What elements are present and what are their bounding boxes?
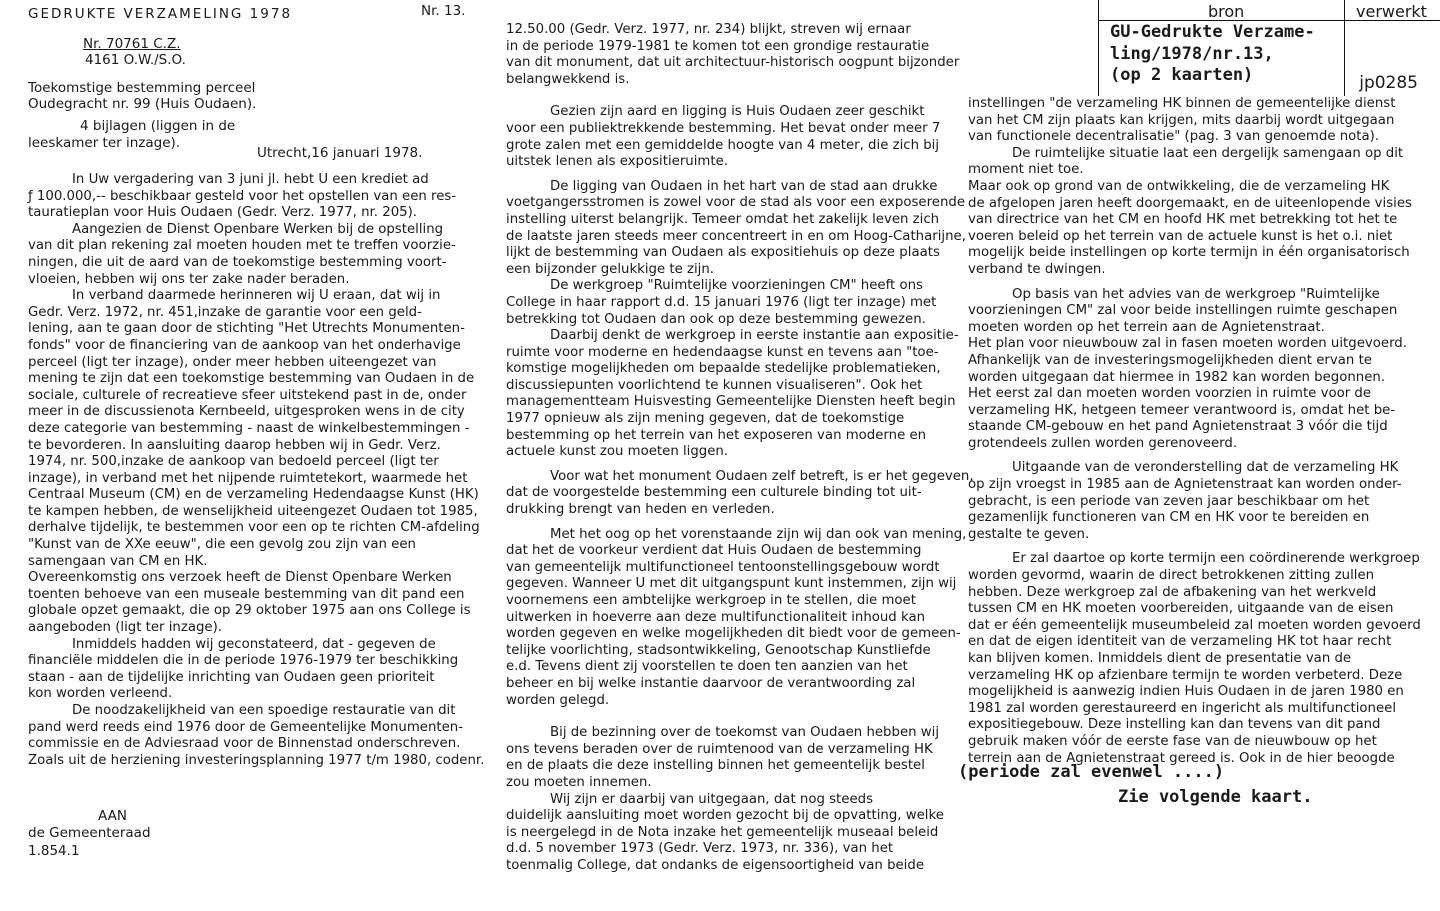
text-line: Met het oog op het vorenstaande zijn wij dan ook van mening, [550, 526, 967, 542]
text-line: van functionele decentralisatie" (pag. 3 van genoemde nota). [968, 129, 1380, 145]
text-line: zou moeten innemen. [506, 774, 652, 790]
text-line: ningen, die uit de aard van de toekomstige bestemming voort- [28, 254, 447, 270]
text-line: moeten worden op het terrein aan de Agnietenstraat. [968, 319, 1325, 335]
text-line: gebracht, is een periode van zeven jaar beschikbaar om het [968, 493, 1370, 509]
text-line: van dit monument, dat uit architectuur-historisch oogpunt bijzonder [506, 55, 960, 71]
text-line: Het plan voor nieuwbouw zal in fasen moeten worden uitgevoerd. [968, 336, 1407, 352]
text-line: Maar ook op grond van de ontwikkeling, die de verzameling HK [968, 178, 1390, 194]
text-line: dat het de voorkeur verdient dat Huis Oudaen de bestemming [506, 543, 922, 559]
text-line: de afgelopen jaren heeft doorgemaakt, en de uiteenlopende visies [968, 195, 1412, 211]
text-line: Wij zijn er daarbij van uitgegaan, dat nog steeds [550, 791, 874, 807]
text-line: is neergelegd in de Nota inzake het gemeentelijk museaal beleid [506, 824, 939, 840]
text-line: mening te zijn dat een toekomstige bestemming van Oudaen in de [28, 371, 475, 387]
text-line: instelling uiterst belangrijk. Temeer omdat het zakelijk leven zich [506, 211, 940, 227]
text-line: een bijzonder gelukkige te zijn. [506, 261, 715, 277]
text-line: ruimte voor moderne en hedendaagse kunst en tevens aan "toe- [506, 344, 939, 360]
text-line: worden gegeven en welke mogelijkheden dit biedt voor de gemeen- [506, 626, 961, 642]
text-line: de laatste jaren steeds meer concentreert in en om Hoog-Catharijne, [506, 228, 966, 244]
text-line: managementteam Huisvesting Gemeentelijke Diensten heeft begin [506, 394, 956, 410]
text-line: staan - aan de tijdelijke inrichting van Oudaen geen prioriteit [28, 669, 435, 685]
source-line: ling/1978/nr.13, [1110, 43, 1274, 64]
text-line: discussiepunten voorlichtend te kunnen visualiseren". Ook het [506, 377, 923, 393]
source-line: GU-Gedrukte Verzame- [1110, 22, 1315, 42]
text-line: hebben. Deze werkgroep zal de afbakening van het werkveld [968, 584, 1377, 600]
reference-number-line2: 4161 O.W./S.O. [85, 52, 186, 68]
text-line: van dit plan rekening zal moeten houden met te treffen voorzie- [28, 238, 456, 254]
text-line: In Uw vergadering van 3 juni jl. hebt U een krediet ad [72, 172, 429, 187]
text-line: ƒ 100.000,-- beschikbaar gesteld voor het opstellen van een res- [28, 188, 457, 204]
source-entry [1110, 22, 1315, 87]
text-line: Voor wat het monument Oudaen zelf betreft, is er het gegeven, [550, 468, 974, 484]
text-line: actuele kunst zou moeten liggen. [506, 444, 729, 460]
text-line: en de plaats die deze instelling binnen het gemeentelijk bestel [506, 758, 925, 774]
text-line: e.d. Tevens dient zij voorstellen te doen ten aanzien van het [506, 659, 908, 675]
text-line: sociale, culturele of recreatieve sfeer uitstekend past in de, onder [28, 387, 467, 403]
addressee-code: 1.854.1 [28, 843, 80, 859]
subject-line2: Oudegracht nr. 99 (Huis Oudaen). [28, 96, 257, 112]
text-line: Er zal daartoe op korte termijn een coördinerende werkgroep [1012, 551, 1420, 567]
text-line: College in haar rapport d.d. 15 januari 1976 (ligt ter inzage) met [506, 294, 937, 310]
text-line: in de periode 1979-1981 te komen tot een grondige restauratie [506, 38, 930, 54]
text-line: lijkt de bestemming van Oudaen als expositiehuis op deze plaats [506, 245, 940, 261]
processed-code: jp0285 [1359, 73, 1418, 93]
text-line: 12.50.00 (Gedr. Verz. 1977, nr. 234) blijkt, streven wij ernaar [506, 22, 911, 37]
text-line: De ruimtelijke situatie laat een dergelijk samengaan op dit [1012, 145, 1404, 161]
text-line: en dat de eigen identiteit van de verzameling HK tot haar recht [968, 634, 1392, 650]
text-line: voetgangersstromen is zowel voor de stad als voor een exposerende [506, 195, 965, 211]
text-line: dat de voorgestelde bestemming een culturele binding tot uit- [506, 485, 922, 501]
continuation-note: (periode zal evenwel ....) [958, 762, 1225, 782]
text-line: Gedr. Verz. 1972, nr. 451,inzake de garantie voor een geld- [28, 304, 422, 320]
text-line: samengaan van CM en HK. [28, 553, 208, 569]
text-line: beheer en bij welke instantie daarvoor de verantwoording zal [506, 675, 916, 691]
text-line: commissie en de Adviesraad voor de Binnenstad onderschreven. [28, 736, 461, 752]
text-line: Inmiddels hadden wij geconstateerd, dat - gegeven de [72, 636, 436, 652]
text-line: drukking brengt van heden en verleden. [506, 502, 775, 518]
text-line: op zijn vroegst in 1985 aan de Agnietenstraat kan worden onder- [968, 477, 1402, 493]
text-line: verband te dwingen. [968, 261, 1106, 277]
text-line: Overeenkomstig ons verzoek heeft de Dienst Openbare Werken [28, 570, 452, 586]
subject-line1: Toekomstige bestemming perceel [28, 80, 256, 96]
text-line: van gemeentelijk multifunctioneel tentoonstellingsgebouw wordt [506, 559, 940, 575]
text-line: worden gelegd. [506, 692, 610, 708]
text-column-1 [28, 172, 488, 769]
table-border-left [1098, 0, 1099, 96]
text-line: 1977 opnieuw als zijn mening gegeven, dat de toekomstige [506, 411, 905, 427]
text-line: instellingen "de verzameling HK binnen de gemeentelijke dienst [968, 96, 1396, 111]
document-number: Nr. 13. [421, 3, 466, 19]
text-line: vloeien, hebben wij ons ter zake nader beraden. [28, 271, 350, 287]
text-line: Centraal Museum (CM) en de verzameling Hedendaagse Kunst (HK) [28, 487, 479, 503]
text-line: van het CM zijn plaats kan krijgen, mits daarbij wordt uitgegaan [968, 112, 1395, 128]
text-line: gegeven. Wanneer U met dit uitgangspunt kunt instemmen, zijn wij [506, 576, 957, 592]
text-line: 1974, nr. 500,inzake de aankoop van bedoeld perceel (ligt ter [28, 454, 439, 470]
text-line: Daarbij denkt de werkgroep in eerste instantie aan expositie- [550, 328, 959, 344]
text-line: deze categorie van bestemming - naast de winkelbestemmingen - [28, 420, 470, 436]
text-line: belangwekkend is. [506, 71, 630, 87]
text-line: moment niet toe. [968, 162, 1084, 178]
text-line: van directrice van het CM en hoofd HK met betrekking tot het te [968, 212, 1398, 228]
text-line: gezamenlijk functioneren van CM en HK voor te bereiden en [968, 510, 1370, 526]
text-line: worden uitgegaan dat hiermee in 1982 kan worden begonnen. [968, 369, 1386, 385]
place-date: Utrecht,16 januari 1978. [257, 145, 423, 161]
text-line: grotendeels zullen worden gerenoveerd. [968, 435, 1238, 451]
text-line: d.d. 5 november 1973 (Gedr. Verz. 1973, nr. 336), van het [506, 841, 894, 857]
source-table [1098, 0, 1440, 96]
text-line: De werkgroep "Ruimtelijke voorzieningen CM" heeft ons [550, 278, 923, 294]
text-line: derhalve tijdelijk, te bestemmen voor een op te richten CM-afdeling [28, 520, 480, 536]
text-line: te kampen hebben, de wenselijkheid uiteengezet Oudaen tot 1985, [28, 503, 478, 519]
text-line: Bij de bezinning over de toekomst van Oudaen hebben wij [550, 725, 940, 741]
column-header-verwerkt: verwerkt [1356, 2, 1427, 21]
text-line: aangeboden (ligt ter inzage). [28, 620, 223, 636]
text-line: expositiegebouw. Deze instelling kan dan tevens van dit pand [968, 717, 1381, 733]
text-line: kon worden verleend. [28, 686, 173, 702]
text-line: Gezien zijn aard en ligging is Huis Oudaen zeer geschikt [550, 104, 925, 120]
text-line: De noodzakelijkheid van een spoedige restauratie van dit [72, 703, 456, 718]
text-line: fonds" voor de financiering van de aankoop van het onderhavige [28, 337, 461, 353]
text-line: uitstek lenen als expositieruimte. [506, 154, 728, 170]
text-line: Aangezien de Dienst Openbare Werken bij de opstelling [72, 221, 444, 237]
text-column-3 [968, 96, 1421, 767]
text-line: voor een publiektrekkende bestemming. Het bevat onder meer 7 [506, 120, 941, 136]
text-line: bestemming op het terrein van het exposeren van moderne en [506, 427, 927, 443]
text-line: uitwerken in hoeverre aan deze multifunctionaliteit inhoud kan [506, 609, 926, 625]
next-card-note: Zie volgende kaart. [1118, 787, 1313, 807]
text-line: 1981 zal worden gerestaureerd en ingericht als multifunctioneel [968, 700, 1397, 716]
text-line: Uitgaande van de veronderstelling dat de verzameling HK [1012, 460, 1399, 476]
text-line: voeren beleid op het terrein van de actuele kunst is het o.i. niet [968, 228, 1393, 244]
text-line: Op basis van het advies van de werkgroep "Ruimtelijke [1012, 286, 1380, 302]
text-line: lening, aan te gaan door de stichting "Het Utrechts Monumenten- [28, 321, 465, 337]
text-line: toenten behoeve van een museale bestemming van dit pand een [28, 586, 465, 602]
text-line: tauratieplan voor Huis Oudaen (Gedr. Verz. 1977, nr. 205). [28, 205, 418, 221]
text-line: perceel (ligt ter inzage), onder meer hebben uiteengezet van [28, 354, 437, 370]
text-line: Afhankelijk van de investeringsmogelijkheden dient ervan te [968, 352, 1372, 368]
reference-number-line1: Nr. 70761 C.Z. [83, 36, 181, 52]
text-line: Het eerst zal dan moeten worden voorzien in ruimte voor de [968, 386, 1372, 402]
text-line: financiële middelen die in de periode 1976-1979 ter beschikking [28, 653, 459, 669]
text-line: dat er één gemeentelijk museumbeleid zal moeten worden gevoerd [968, 617, 1421, 633]
text-line: verzameling HK op afzienbare termijn te worden verbeterd. Deze [968, 667, 1403, 683]
column-header-bron: bron [1208, 2, 1245, 21]
attachments-line1: 4 bijlagen (liggen in de [80, 118, 236, 134]
text-line: duidelijk aansluiting moet worden gezocht bij de opvatting, welke [506, 808, 944, 824]
addressee-gemeenteraad: de Gemeenteraad [28, 825, 151, 841]
text-line: telijke voorlichting, stadsontwikkeling, Genootschap Kunstliefde [506, 642, 931, 658]
text-line: voorzieningen CM" zal voor beide instellingen ruimte geschapen [968, 303, 1398, 319]
text-line: terrein aan de Agnietenstraat gereed is. Ook in de hier beoogde [968, 750, 1395, 766]
table-divider [1344, 0, 1345, 96]
text-line: voornemens een ambtelijke werkgroep in te stellen, die moet [506, 593, 916, 608]
text-line: inzage), in verband met het nijpende ruimtetekort, waarmede het [28, 470, 468, 486]
text-line: toenmalig College, dat ondanks de eigensoortigheid van beide [506, 857, 925, 873]
text-line: tussen CM en HK moeten voorbereiden, uitgaande van de eisen [968, 601, 1394, 617]
text-line: "Kunst van de XXe eeuw", die een gevolg zou zijn van een [28, 537, 416, 553]
text-line: mogelijk beide instellingen op korte termijn in één organisatorisch [968, 245, 1410, 261]
text-line: gestalte te geven. [968, 526, 1090, 542]
collection-title: GEDRUKTE VERZAMELING 1978 [28, 6, 293, 22]
text-line: grote zalen met een gemiddelde hoogte van 4 meter, die zich bij [506, 137, 940, 153]
text-line: kan blijven komen. Inmiddels dient de presentatie van de [968, 651, 1352, 666]
source-line: (op 2 kaarten) [1110, 65, 1254, 85]
addressee-aan: AAN [98, 808, 127, 824]
attachments-line2: leeskamer ter inzage). [28, 135, 181, 151]
text-line: Zoals uit de herziening investeringsplanning 1977 t/m 1980, codenr. [28, 752, 485, 768]
text-line: betrekking tot Oudaen dan ook op deze bestemming gewezen. [506, 311, 926, 327]
text-line: ons tevens beraden over de ruimtenood van de verzameling HK [506, 741, 933, 757]
text-line: meer in de discussienota Kernbeeld, uitgesproken wens in de city [28, 404, 465, 420]
text-line: pand werd reeds eind 1976 door de Gemeentelijke Monumenten- [28, 719, 464, 735]
text-line: worden gevormd, waarin de direct betrokkenen zitting zullen [968, 568, 1375, 584]
text-line: komstige mogelijkheden om bepaalde stedelijke problematieken, [506, 361, 941, 377]
text-line: De ligging van Oudaen in het hart van de stad aan drukke [550, 178, 938, 194]
text-line: mogelijkheid is aanwezig indien Huis Oudaen in de jaren 1980 en [968, 684, 1404, 700]
text-line: In verband daarmede herinneren wij U eraan, dat wij in [72, 288, 441, 304]
text-line: globale opzet gemaakt, die op 29 oktober 1975 aan ons College is [28, 603, 471, 619]
text-line: staande CM-gebouw en het pand Agnietenstraat 3 vóór die tijd [968, 419, 1388, 435]
text-column-2 [506, 22, 974, 875]
text-line: te bevorderen. In aansluiting daarop hebben wij in Gedr. Verz. [28, 437, 441, 453]
text-line: verzameling HK, hetgeen temeer verantwoord is, omdat het be- [968, 402, 1396, 418]
text-line: gebruik maken vóór de eerste fase van de nieuwbouw op het [968, 733, 1377, 749]
